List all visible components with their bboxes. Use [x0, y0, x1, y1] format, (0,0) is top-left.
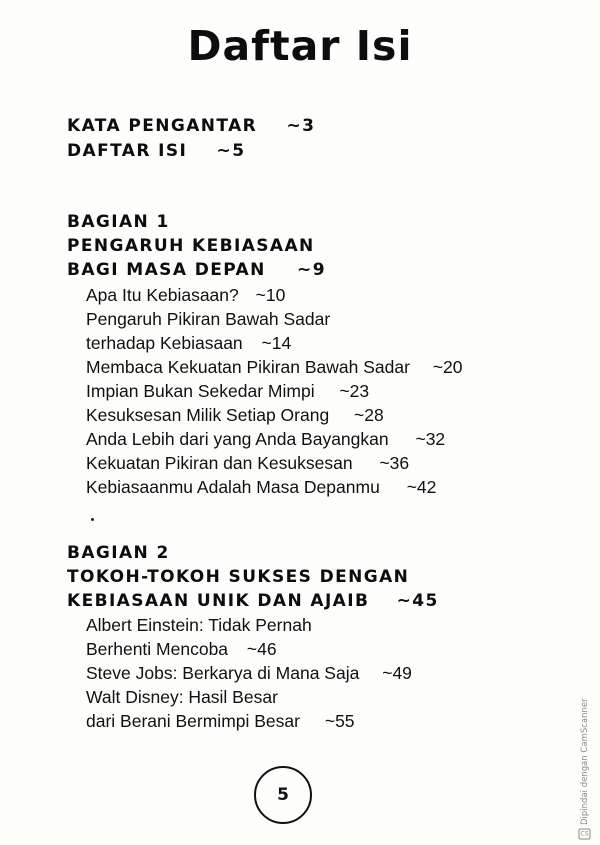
part1-heading-line3 — [67, 262, 326, 279]
toc-subentry-text: Apa Itu Kebiasaan? — [86, 285, 239, 305]
toc-subentry — [86, 641, 277, 659]
toc-subentry-page: ~23 — [339, 381, 370, 401]
toc-subentry — [86, 407, 384, 425]
toc-subentry — [86, 383, 369, 401]
toc-entry-page: ~5 — [216, 141, 246, 161]
toc-entry-kata-pengantar — [67, 118, 315, 135]
toc-subentry-text: Pengaruh Pikiran Bawah Sadar — [86, 309, 331, 329]
toc-subentry-page: ~36 — [379, 453, 410, 473]
camscanner-logo-icon: CS — [580, 830, 589, 838]
toc-entry-daftar-isi — [67, 143, 245, 160]
page-number — [254, 766, 312, 824]
toc-subentry — [86, 689, 278, 707]
toc-subentry — [86, 311, 330, 329]
toc-subentry — [86, 617, 312, 635]
toc-subentry-page: ~32 — [415, 429, 446, 449]
part2-heading-line3 — [67, 593, 439, 610]
scan-speck — [91, 518, 94, 521]
watermark-text: Dipindai dengan CamScanner — [579, 698, 590, 825]
toc-subentry-text: dari Berani Bermimpi Besar — [86, 711, 300, 731]
toc-subentry-page: ~42 — [406, 477, 437, 497]
toc-subentry — [86, 479, 436, 497]
toc-subentry-text: Steve Jobs: Berkarya di Mana Saja — [86, 663, 360, 683]
toc-subentry-page: ~46 — [246, 639, 277, 659]
part1-heading-line1: BAGIAN 1 — [67, 212, 170, 232]
toc-entry-label: DAFTAR ISI — [67, 141, 188, 161]
toc-subentry — [86, 359, 463, 377]
toc-subentry-text: Kesuksesan Milik Setiap Orang — [86, 405, 330, 425]
part2-heading-text: KEBIASAAN UNIK DAN AJAIB — [67, 591, 370, 611]
page-title: Daftar Isi — [187, 22, 413, 70]
toc-subentry-text: Kekuatan Pikiran dan Kesuksesan — [86, 453, 353, 473]
toc-subentry-text: Walt Disney: Hasil Besar — [86, 687, 278, 707]
toc-entry-page: ~3 — [286, 116, 316, 136]
toc-subentry-text: Kebiasaanmu Adalah Masa Depanmu — [86, 477, 380, 497]
part2-heading-line2: TOKOH-TOKOH SUKSES DENGAN — [67, 567, 410, 587]
toc-subentry-text: Membaca Kekuatan Pikiran Bawah Sadar — [86, 357, 410, 377]
toc-subentry — [86, 665, 412, 683]
toc-subentry-page: ~14 — [261, 333, 292, 353]
part2-heading-page: ~45 — [396, 591, 439, 611]
page-number-text: 5 — [277, 785, 289, 805]
toc-subentry-text: Impian Bukan Sekedar Mimpi — [86, 381, 315, 401]
toc-subentry-page: ~55 — [324, 711, 355, 731]
part1-heading-line2: PENGARUH KEBIASAAN — [67, 236, 315, 256]
toc-subentry-text: Anda Lebih dari yang Anda Bayangkan — [86, 429, 389, 449]
toc-subentry — [86, 431, 445, 449]
toc-subentry — [86, 335, 291, 353]
toc-subentry-text: terhadap Kebiasaan — [86, 333, 243, 353]
toc-subentry-page: ~20 — [432, 357, 463, 377]
toc-subentry — [86, 287, 285, 305]
part1-heading-page: ~9 — [297, 260, 326, 280]
toc-entry-label: KATA PENGANTAR — [67, 116, 258, 136]
toc-subentry-text: Berhenti Mencoba — [86, 639, 229, 659]
toc-subentry-page: ~49 — [382, 663, 412, 683]
toc-subentry-page: ~10 — [255, 285, 286, 305]
toc-subentry-page: ~28 — [354, 405, 384, 425]
part2-heading-line1: BAGIAN 2 — [67, 543, 170, 563]
part1-heading-text: BAGI MASA DEPAN — [67, 260, 266, 280]
toc-subentry — [86, 713, 355, 731]
toc-subentry — [86, 455, 409, 473]
toc-subentry-text: Albert Einstein: Tidak Pernah — [86, 615, 312, 635]
scanner-watermark — [579, 698, 590, 840]
